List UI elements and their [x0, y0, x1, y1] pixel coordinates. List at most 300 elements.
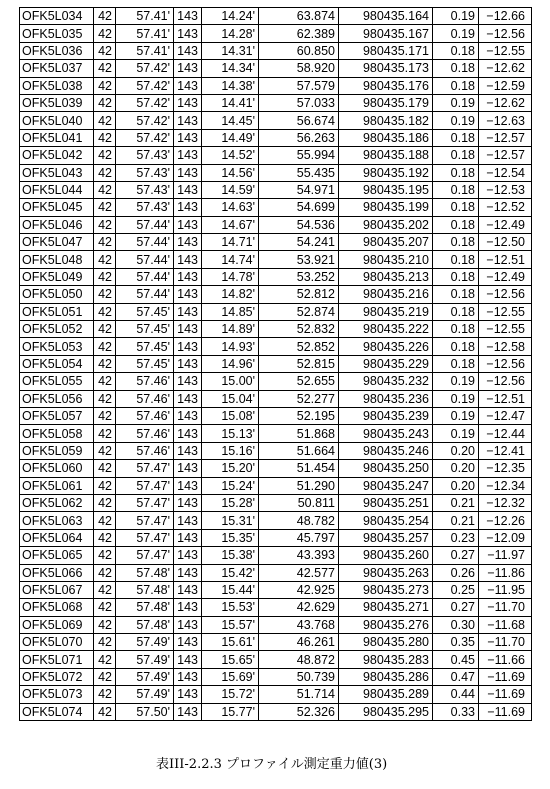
cell-lat-deg: 42	[94, 77, 116, 94]
cell-elevation: 50.811	[259, 494, 339, 511]
cell-anomaly: −12.56	[479, 286, 532, 303]
cell-lon-deg: 143	[174, 547, 202, 564]
cell-correction: 0.18	[433, 251, 479, 268]
cell-lon-deg: 143	[174, 147, 202, 164]
cell-correction: 0.30	[433, 616, 479, 633]
cell-gravity: 980435.199	[339, 199, 433, 216]
cell-station-id: OFK5L068	[20, 599, 94, 616]
cell-lat-deg: 42	[94, 42, 116, 59]
cell-lon-deg: 143	[174, 355, 202, 372]
cell-anomaly: −12.59	[479, 77, 532, 94]
cell-anomaly: −12.53	[479, 181, 532, 198]
cell-anomaly: −12.55	[479, 303, 532, 320]
cell-lat-deg: 42	[94, 94, 116, 111]
cell-lon-deg: 143	[174, 42, 202, 59]
cell-lat-deg: 42	[94, 129, 116, 146]
cell-elevation: 57.579	[259, 77, 339, 94]
cell-elevation: 51.290	[259, 477, 339, 494]
cell-lat-min: 57.45'	[116, 321, 174, 338]
cell-lat-min: 57.43'	[116, 147, 174, 164]
cell-station-id: OFK5L069	[20, 616, 94, 633]
cell-lon-min: 15.57'	[202, 616, 259, 633]
cell-anomaly: −11.69	[479, 686, 532, 703]
cell-gravity: 980435.289	[339, 686, 433, 703]
cell-lon-min: 15.38'	[202, 547, 259, 564]
cell-correction: 0.21	[433, 494, 479, 511]
cell-elevation: 52.852	[259, 338, 339, 355]
cell-lon-deg: 143	[174, 460, 202, 477]
cell-lon-deg: 143	[174, 286, 202, 303]
cell-lon-deg: 143	[174, 668, 202, 685]
cell-lon-min: 14.24'	[202, 8, 259, 25]
cell-lon-min: 14.41'	[202, 94, 259, 111]
table-row	[20, 494, 532, 511]
cell-station-id: OFK5L054	[20, 355, 94, 372]
cell-lat-min: 57.46'	[116, 407, 174, 424]
cell-elevation: 51.868	[259, 425, 339, 442]
cell-station-id: OFK5L047	[20, 234, 94, 251]
cell-lon-min: 15.35'	[202, 529, 259, 546]
cell-gravity: 980435.257	[339, 529, 433, 546]
cell-correction: 0.18	[433, 355, 479, 372]
cell-lat-min: 57.49'	[116, 668, 174, 685]
cell-anomaly: −12.57	[479, 129, 532, 146]
cell-lat-deg: 42	[94, 564, 116, 581]
cell-elevation: 50.739	[259, 668, 339, 685]
cell-lat-min: 57.44'	[116, 234, 174, 251]
cell-anomaly: −12.57	[479, 147, 532, 164]
cell-gravity: 980435.207	[339, 234, 433, 251]
cell-correction: 0.21	[433, 512, 479, 529]
cell-lon-min: 15.13'	[202, 425, 259, 442]
cell-station-id: OFK5L071	[20, 651, 94, 668]
cell-correction: 0.18	[433, 234, 479, 251]
cell-correction: 0.18	[433, 77, 479, 94]
cell-station-id: OFK5L070	[20, 634, 94, 651]
table-row	[20, 8, 532, 25]
cell-gravity: 980435.286	[339, 668, 433, 685]
cell-lat-min: 57.44'	[116, 268, 174, 285]
cell-lon-min: 15.44'	[202, 581, 259, 598]
cell-elevation: 54.241	[259, 234, 339, 251]
cell-correction: 0.18	[433, 216, 479, 233]
cell-station-id: OFK5L074	[20, 703, 94, 720]
cell-correction: 0.18	[433, 199, 479, 216]
table-row	[20, 477, 532, 494]
cell-lon-deg: 143	[174, 564, 202, 581]
table-row	[20, 355, 532, 372]
cell-elevation: 54.971	[259, 181, 339, 198]
cell-lon-min: 15.20'	[202, 460, 259, 477]
cell-lat-deg: 42	[94, 651, 116, 668]
cell-anomaly: −12.47	[479, 407, 532, 424]
cell-anomaly: −11.95	[479, 581, 532, 598]
cell-lat-min: 57.43'	[116, 164, 174, 181]
cell-lon-deg: 143	[174, 634, 202, 651]
cell-gravity: 980435.239	[339, 407, 433, 424]
cell-correction: 0.18	[433, 303, 479, 320]
cell-gravity: 980435.229	[339, 355, 433, 372]
cell-lon-deg: 143	[174, 581, 202, 598]
cell-gravity: 980435.222	[339, 321, 433, 338]
cell-gravity: 980435.213	[339, 268, 433, 285]
cell-lon-deg: 143	[174, 425, 202, 442]
cell-correction: 0.47	[433, 668, 479, 685]
table-row	[20, 407, 532, 424]
cell-station-id: OFK5L040	[20, 112, 94, 129]
cell-lat-min: 57.50'	[116, 703, 174, 720]
cell-correction: 0.19	[433, 390, 479, 407]
cell-gravity: 980435.254	[339, 512, 433, 529]
cell-station-id: OFK5L035	[20, 25, 94, 42]
cell-anomaly: −12.66	[479, 8, 532, 25]
cell-lon-deg: 143	[174, 129, 202, 146]
cell-lat-deg: 42	[94, 703, 116, 720]
cell-station-id: OFK5L055	[20, 373, 94, 390]
cell-gravity: 980435.173	[339, 60, 433, 77]
table-row	[20, 268, 532, 285]
cell-lon-min: 15.00'	[202, 373, 259, 390]
table-body	[20, 8, 532, 721]
cell-elevation: 46.261	[259, 634, 339, 651]
cell-elevation: 51.454	[259, 460, 339, 477]
cell-elevation: 52.195	[259, 407, 339, 424]
cell-station-id: OFK5L061	[20, 477, 94, 494]
cell-lon-deg: 143	[174, 390, 202, 407]
table-row	[20, 94, 532, 111]
cell-lat-deg: 42	[94, 547, 116, 564]
cell-lat-deg: 42	[94, 494, 116, 511]
cell-elevation: 56.263	[259, 129, 339, 146]
cell-lat-min: 57.42'	[116, 129, 174, 146]
cell-correction: 0.20	[433, 477, 479, 494]
cell-lat-min: 57.44'	[116, 216, 174, 233]
cell-gravity: 980435.216	[339, 286, 433, 303]
cell-correction: 0.19	[433, 94, 479, 111]
cell-gravity: 980435.260	[339, 547, 433, 564]
table-row	[20, 164, 532, 181]
cell-anomaly: −11.66	[479, 651, 532, 668]
cell-elevation: 62.389	[259, 25, 339, 42]
cell-lat-deg: 42	[94, 234, 116, 251]
cell-gravity: 980435.167	[339, 25, 433, 42]
cell-lon-deg: 143	[174, 216, 202, 233]
cell-correction: 0.19	[433, 407, 479, 424]
cell-anomaly: −12.26	[479, 512, 532, 529]
table-row	[20, 286, 532, 303]
cell-correction: 0.20	[433, 460, 479, 477]
cell-elevation: 54.699	[259, 199, 339, 216]
cell-lat-min: 57.48'	[116, 564, 174, 581]
cell-gravity: 980435.195	[339, 181, 433, 198]
table-row	[20, 547, 532, 564]
table-row	[20, 668, 532, 685]
cell-lon-min: 14.89'	[202, 321, 259, 338]
cell-lat-min: 57.42'	[116, 77, 174, 94]
cell-lat-deg: 42	[94, 390, 116, 407]
table-row	[20, 216, 532, 233]
cell-lon-min: 15.72'	[202, 686, 259, 703]
cell-elevation: 58.920	[259, 60, 339, 77]
cell-gravity: 980435.192	[339, 164, 433, 181]
cell-elevation: 52.815	[259, 355, 339, 372]
table-row	[20, 442, 532, 459]
cell-lon-min: 15.08'	[202, 407, 259, 424]
cell-elevation: 42.629	[259, 599, 339, 616]
cell-station-id: OFK5L065	[20, 547, 94, 564]
table-row	[20, 60, 532, 77]
cell-lat-deg: 42	[94, 581, 116, 598]
cell-station-id: OFK5L034	[20, 8, 94, 25]
cell-lat-deg: 42	[94, 634, 116, 651]
cell-anomaly: −12.34	[479, 477, 532, 494]
cell-lon-min: 15.42'	[202, 564, 259, 581]
table-row	[20, 390, 532, 407]
gravity-table	[19, 7, 532, 721]
cell-lon-deg: 143	[174, 494, 202, 511]
cell-lat-deg: 42	[94, 251, 116, 268]
cell-lat-min: 57.42'	[116, 60, 174, 77]
cell-anomaly: −12.56	[479, 373, 532, 390]
cell-elevation: 52.812	[259, 286, 339, 303]
table-row	[20, 703, 532, 720]
cell-lat-deg: 42	[94, 442, 116, 459]
cell-lon-min: 14.31'	[202, 42, 259, 59]
cell-elevation: 55.435	[259, 164, 339, 181]
cell-gravity: 980435.236	[339, 390, 433, 407]
cell-lat-min: 57.49'	[116, 634, 174, 651]
cell-lat-deg: 42	[94, 477, 116, 494]
cell-anomaly: −12.51	[479, 390, 532, 407]
table-row	[20, 234, 532, 251]
cell-lon-deg: 143	[174, 616, 202, 633]
cell-lon-deg: 143	[174, 8, 202, 25]
cell-elevation: 51.714	[259, 686, 339, 703]
cell-lat-min: 57.46'	[116, 442, 174, 459]
cell-lon-min: 15.28'	[202, 494, 259, 511]
cell-lat-min: 57.49'	[116, 686, 174, 703]
cell-correction: 0.19	[433, 8, 479, 25]
table-row	[20, 634, 532, 651]
cell-lat-min: 57.45'	[116, 338, 174, 355]
cell-lat-min: 57.41'	[116, 25, 174, 42]
cell-lat-deg: 42	[94, 147, 116, 164]
cell-lon-deg: 143	[174, 77, 202, 94]
cell-station-id: OFK5L038	[20, 77, 94, 94]
cell-lat-deg: 42	[94, 268, 116, 285]
cell-gravity: 980435.219	[339, 303, 433, 320]
cell-correction: 0.18	[433, 286, 479, 303]
cell-lon-deg: 143	[174, 373, 202, 390]
cell-lat-deg: 42	[94, 25, 116, 42]
cell-lat-deg: 42	[94, 199, 116, 216]
table-row	[20, 129, 532, 146]
cell-lon-deg: 143	[174, 251, 202, 268]
cell-gravity: 980435.179	[339, 94, 433, 111]
cell-lon-deg: 143	[174, 407, 202, 424]
cell-anomaly: −12.32	[479, 494, 532, 511]
cell-lon-deg: 143	[174, 703, 202, 720]
cell-station-id: OFK5L044	[20, 181, 94, 198]
cell-station-id: OFK5L050	[20, 286, 94, 303]
cell-lon-deg: 143	[174, 512, 202, 529]
cell-lon-min: 15.69'	[202, 668, 259, 685]
cell-lat-deg: 42	[94, 668, 116, 685]
table-row	[20, 616, 532, 633]
cell-lon-min: 15.31'	[202, 512, 259, 529]
cell-gravity: 980435.164	[339, 8, 433, 25]
cell-lon-deg: 143	[174, 651, 202, 668]
cell-lat-min: 57.41'	[116, 8, 174, 25]
cell-lon-deg: 143	[174, 303, 202, 320]
cell-lat-deg: 42	[94, 407, 116, 424]
cell-lat-min: 57.43'	[116, 199, 174, 216]
table-row	[20, 651, 532, 668]
cell-gravity: 980435.226	[339, 338, 433, 355]
table-row	[20, 564, 532, 581]
table-row	[20, 147, 532, 164]
cell-lon-min: 14.34'	[202, 60, 259, 77]
cell-gravity: 980435.295	[339, 703, 433, 720]
cell-lon-min: 14.96'	[202, 355, 259, 372]
cell-correction: 0.26	[433, 564, 479, 581]
cell-anomaly: −12.09	[479, 529, 532, 546]
table-row	[20, 460, 532, 477]
table-row	[20, 529, 532, 546]
cell-elevation: 52.277	[259, 390, 339, 407]
table-row	[20, 199, 532, 216]
cell-gravity: 980435.271	[339, 599, 433, 616]
cell-lat-min: 57.42'	[116, 94, 174, 111]
cell-lat-min: 57.48'	[116, 616, 174, 633]
cell-station-id: OFK5L052	[20, 321, 94, 338]
cell-gravity: 980435.171	[339, 42, 433, 59]
cell-correction: 0.19	[433, 112, 479, 129]
cell-gravity: 980435.247	[339, 477, 433, 494]
cell-gravity: 980435.280	[339, 634, 433, 651]
table-row	[20, 42, 532, 59]
cell-lon-deg: 143	[174, 112, 202, 129]
cell-correction: 0.44	[433, 686, 479, 703]
cell-lat-min: 57.41'	[116, 42, 174, 59]
cell-station-id: OFK5L059	[20, 442, 94, 459]
cell-correction: 0.35	[433, 634, 479, 651]
cell-correction: 0.18	[433, 129, 479, 146]
cell-correction: 0.18	[433, 42, 479, 59]
cell-lat-deg: 42	[94, 338, 116, 355]
table-row	[20, 581, 532, 598]
cell-lat-deg: 42	[94, 8, 116, 25]
cell-lon-min: 14.56'	[202, 164, 259, 181]
cell-anomaly: −12.56	[479, 355, 532, 372]
cell-correction: 0.33	[433, 703, 479, 720]
cell-lat-min: 57.47'	[116, 512, 174, 529]
cell-lon-deg: 143	[174, 60, 202, 77]
cell-anomaly: −11.68	[479, 616, 532, 633]
table-row	[20, 425, 532, 442]
cell-lat-min: 57.48'	[116, 599, 174, 616]
table-row	[20, 25, 532, 42]
cell-lat-deg: 42	[94, 355, 116, 372]
cell-gravity: 980435.186	[339, 129, 433, 146]
cell-correction: 0.25	[433, 581, 479, 598]
cell-lon-min: 14.85'	[202, 303, 259, 320]
cell-lon-min: 14.78'	[202, 268, 259, 285]
cell-correction: 0.18	[433, 60, 479, 77]
cell-correction: 0.18	[433, 164, 479, 181]
cell-station-id: OFK5L048	[20, 251, 94, 268]
cell-station-id: OFK5L072	[20, 668, 94, 685]
cell-elevation: 52.832	[259, 321, 339, 338]
cell-elevation: 48.782	[259, 512, 339, 529]
cell-lon-deg: 143	[174, 338, 202, 355]
table-row	[20, 338, 532, 355]
cell-gravity: 980435.243	[339, 425, 433, 442]
table-row	[20, 373, 532, 390]
table-row	[20, 112, 532, 129]
table-row	[20, 251, 532, 268]
cell-lat-min: 57.42'	[116, 112, 174, 129]
cell-elevation: 63.874	[259, 8, 339, 25]
cell-lat-deg: 42	[94, 181, 116, 198]
cell-elevation: 42.925	[259, 581, 339, 598]
cell-correction: 0.19	[433, 373, 479, 390]
cell-elevation: 45.797	[259, 529, 339, 546]
cell-lat-deg: 42	[94, 112, 116, 129]
cell-lon-min: 14.63'	[202, 199, 259, 216]
cell-anomaly: −12.62	[479, 60, 532, 77]
cell-lon-min: 14.82'	[202, 286, 259, 303]
cell-lat-min: 57.45'	[116, 355, 174, 372]
cell-station-id: OFK5L066	[20, 564, 94, 581]
cell-lat-deg: 42	[94, 321, 116, 338]
cell-station-id: OFK5L053	[20, 338, 94, 355]
cell-correction: 0.45	[433, 651, 479, 668]
cell-station-id: OFK5L042	[20, 147, 94, 164]
cell-lon-deg: 143	[174, 686, 202, 703]
cell-lon-min: 14.71'	[202, 234, 259, 251]
cell-lon-min: 15.65'	[202, 651, 259, 668]
cell-correction: 0.27	[433, 547, 479, 564]
cell-lon-deg: 143	[174, 268, 202, 285]
cell-gravity: 980435.276	[339, 616, 433, 633]
cell-correction: 0.18	[433, 147, 479, 164]
cell-anomaly: −12.63	[479, 112, 532, 129]
table-caption: 表III-2.2.3 プロファイル測定重力値(3)	[156, 757, 388, 772]
cell-lat-deg: 42	[94, 425, 116, 442]
cell-lat-deg: 42	[94, 164, 116, 181]
cell-anomaly: −11.70	[479, 634, 532, 651]
cell-anomaly: −12.62	[479, 94, 532, 111]
cell-station-id: OFK5L051	[20, 303, 94, 320]
cell-station-id: OFK5L043	[20, 164, 94, 181]
cell-elevation: 60.850	[259, 42, 339, 59]
cell-anomaly: −11.97	[479, 547, 532, 564]
table-row	[20, 599, 532, 616]
cell-elevation: 42.577	[259, 564, 339, 581]
cell-station-id: OFK5L057	[20, 407, 94, 424]
cell-lon-min: 14.74'	[202, 251, 259, 268]
cell-lon-min: 15.16'	[202, 442, 259, 459]
cell-lat-deg: 42	[94, 373, 116, 390]
cell-lon-deg: 143	[174, 94, 202, 111]
cell-station-id: OFK5L060	[20, 460, 94, 477]
cell-elevation: 54.536	[259, 216, 339, 233]
cell-lat-min: 57.44'	[116, 286, 174, 303]
cell-correction: 0.19	[433, 25, 479, 42]
cell-lat-min: 57.47'	[116, 529, 174, 546]
cell-gravity: 980435.202	[339, 216, 433, 233]
